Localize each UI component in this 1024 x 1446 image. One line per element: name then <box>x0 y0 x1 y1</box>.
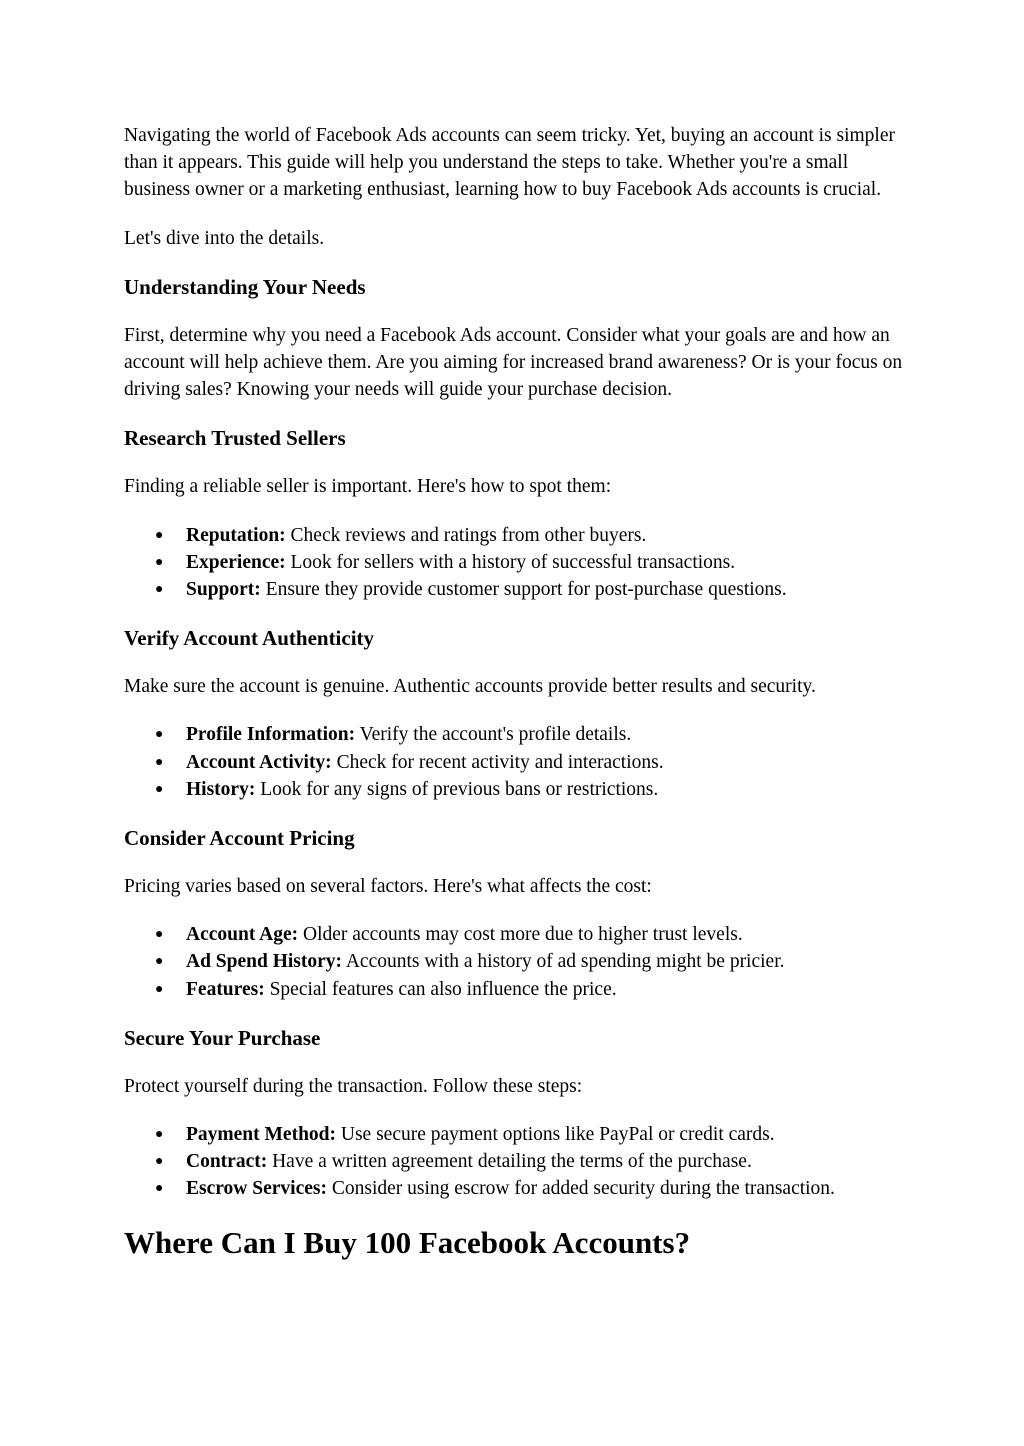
item-text: Use secure payment options like PayPal or credit cards. <box>336 1124 775 1146</box>
list-item <box>124 1148 904 1175</box>
item-text: Look for any signs of previous bans or restrictions. <box>255 778 659 800</box>
item-text: Consider using escrow for added security during the transaction. <box>326 1178 835 1200</box>
item-label: Support: <box>186 579 261 601</box>
list-item <box>124 1121 904 1148</box>
item-text: Older accounts may cost more due to higher trust levels. <box>298 924 743 946</box>
list-item <box>124 522 904 549</box>
bullet-icon: ● <box>155 981 164 997</box>
list-item <box>124 948 904 975</box>
item-label: Contract: <box>186 1151 268 1173</box>
section-text-trusted-sellers: Finding a reliable seller is important. Here's how to spot them: <box>124 476 612 498</box>
section-heading-secure-purchase: Secure Your Purchase <box>124 1025 321 1050</box>
item-label: Account Age: <box>186 924 299 946</box>
intro-paragraph: Navigating the world of Facebook Ads accounts can seem tricky. Yet, buying an account is simpler than it appears. This guide will help you understand the steps to take. Whether you're a small business owner or a marketing enthusiast, learning how to buy Facebook Ads accounts is crucial. <box>124 125 895 201</box>
list-item <box>124 921 904 948</box>
item-text: Look for sellers with a history of successful transactions. <box>285 551 736 573</box>
bullet-icon: ● <box>155 1181 164 1197</box>
final-heading: Where Can I Buy 100 Facebook Accounts? <box>124 1224 691 1260</box>
list-item <box>124 749 904 776</box>
bullet-icon: ● <box>155 1127 164 1143</box>
item-label: Profile Information: <box>186 724 356 746</box>
section-heading-verify-authenticity: Verify Account Authenticity <box>124 626 375 651</box>
item-text: Accounts with a history of ad spending might be pricier. <box>342 951 785 973</box>
item-label: Account Activity: <box>186 751 332 773</box>
list-item <box>124 1175 904 1202</box>
item-label: Experience: <box>186 551 286 573</box>
section-text-account-pricing: Pricing varies based on several factors. Here's what affects the cost: <box>124 876 652 898</box>
item-label: Ad Spend History: <box>186 951 343 973</box>
list-item <box>124 549 904 576</box>
section-heading-account-pricing: Consider Account Pricing <box>124 826 355 851</box>
item-text: Check reviews and ratings from other buyers. <box>285 524 647 546</box>
section-text-verify-authenticity: Make sure the account is genuine. Authentic accounts provide better results and security. <box>124 676 816 698</box>
section-heading-trusted-sellers: Research Trusted Sellers <box>124 426 346 451</box>
bullet-icon: ● <box>155 1154 164 1170</box>
bullet-icon: ● <box>155 527 164 543</box>
item-text: Ensure they provide customer support for post-purchase questions. <box>260 579 787 601</box>
intro-lead-in: Let's dive into the details. <box>124 227 325 249</box>
section-text-secure-purchase: Protect yourself during the transaction. Follow these steps: <box>124 1075 583 1097</box>
list-item <box>124 576 904 603</box>
bullet-list-verify-authenticity <box>124 721 904 803</box>
bullet-list-secure-purchase <box>124 1121 904 1203</box>
bullet-icon: ● <box>155 582 164 598</box>
bullet-icon: ● <box>155 554 164 570</box>
item-text: Have a written agreement detailing the terms of the purchase. <box>267 1151 752 1173</box>
section-heading-understanding-needs: Understanding Your Needs <box>124 274 366 299</box>
bullet-icon: ● <box>155 927 164 943</box>
item-label: History: <box>186 778 256 800</box>
item-text: Special features can also influence the price. <box>264 978 617 1000</box>
list-item <box>124 721 904 748</box>
item-label: Features: <box>186 978 265 1000</box>
bullet-icon: ● <box>155 754 164 770</box>
list-item <box>124 776 904 803</box>
bullet-icon: ● <box>155 954 164 970</box>
section-text-understanding-needs: First, determine why you need a Facebook Ads account. Consider what your goals are and how an account will help achieve them. Are you aiming for increased brand awareness? Or is your focus on driving sales? Knowing your needs will guide your purchase decision. <box>124 324 903 401</box>
bullet-list-account-pricing <box>124 921 904 1003</box>
bullet-icon: ● <box>155 727 164 743</box>
bullet-list-trusted-sellers <box>124 522 904 604</box>
item-label: Payment Method: <box>186 1124 337 1146</box>
item-text: Check for recent activity and interactions. <box>331 751 664 773</box>
document-page <box>124 122 904 1261</box>
list-item <box>124 976 904 1003</box>
item-label: Escrow Services: <box>186 1178 327 1200</box>
item-label: Reputation: <box>186 524 286 546</box>
item-text: Verify the account's profile details. <box>355 724 632 746</box>
bullet-icon: ● <box>155 781 164 797</box>
